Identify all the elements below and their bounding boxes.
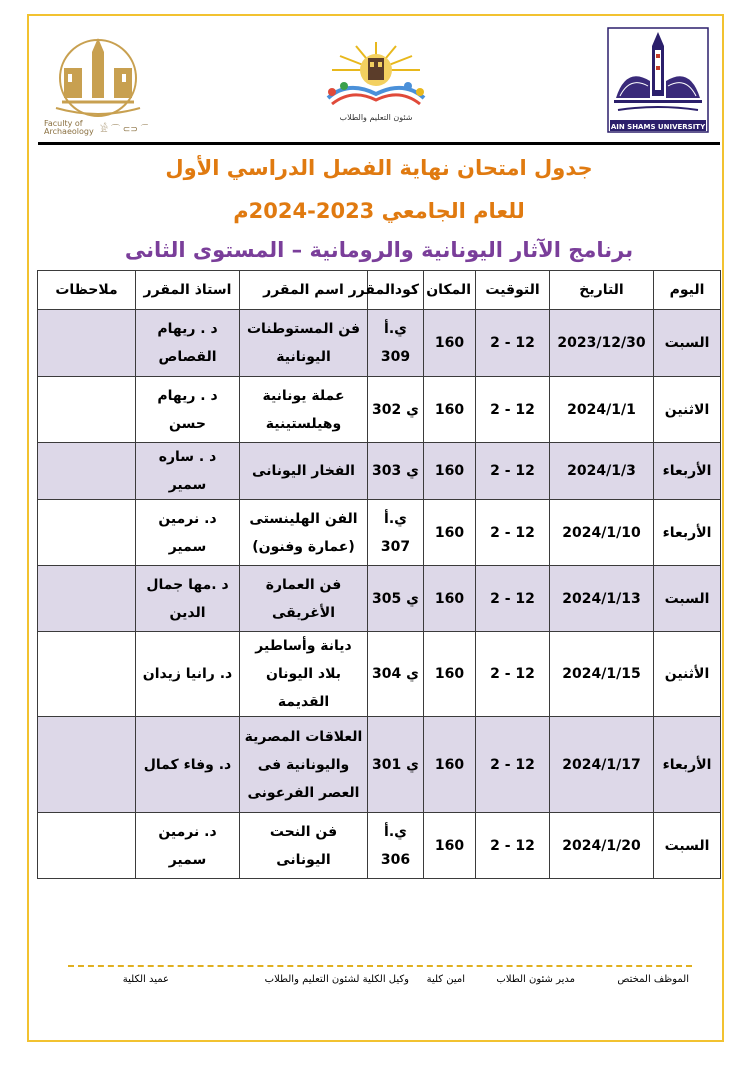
cell-course: فن المستوطنات اليونانية xyxy=(240,310,368,377)
student-affairs-logo xyxy=(318,38,434,126)
cell-time: 12 - 2 xyxy=(476,500,550,566)
header-course-name: اسم المقرر xyxy=(240,271,368,310)
faculty-of-archaeology-logo xyxy=(42,28,148,136)
table-header-row xyxy=(38,271,721,310)
cell-day: الأربعاء xyxy=(654,717,721,813)
title-line-1: جدول امتحان نهاية الفصل الدراسي الأول xyxy=(165,156,593,180)
cell-day: السبت xyxy=(654,813,721,879)
cell-place: 160 xyxy=(424,566,476,632)
table-row xyxy=(38,377,721,443)
title-line-2: للعام الجامعي 2023-2024م xyxy=(233,199,525,223)
university-name: AIN SHAMS UNIVERSITY xyxy=(610,123,706,131)
cell-notes xyxy=(38,717,136,813)
cell-notes xyxy=(38,566,136,632)
cell-place: 160 xyxy=(424,310,476,377)
cell-course: ديانة وأساطير بلاد اليونان القديمة xyxy=(240,632,368,717)
cell-code: ي 303 xyxy=(368,443,424,500)
faculty-text-2: Archaeology xyxy=(44,127,94,136)
cell-time: 12 - 2 xyxy=(476,632,550,717)
signature-vice-dean: وكيل الكلية لشئون التعليم والطلاب xyxy=(264,974,409,985)
cell-code: ي.أ 307 xyxy=(368,500,424,566)
cell-time: 12 - 2 xyxy=(476,310,550,377)
cell-day: الأربعاء xyxy=(654,443,721,500)
table-row xyxy=(38,443,721,500)
header-date: التاريخ xyxy=(550,271,654,310)
cell-place: 160 xyxy=(424,500,476,566)
cell-place: 160 xyxy=(424,377,476,443)
cell-time: 12 - 2 xyxy=(476,443,550,500)
exam-schedule-table xyxy=(37,270,721,879)
cell-time: 12 - 2 xyxy=(476,566,550,632)
header-place: المكان xyxy=(424,271,476,310)
cell-place: 160 xyxy=(424,443,476,500)
table-row xyxy=(38,717,721,813)
cell-day: السبت xyxy=(654,566,721,632)
cell-code: ي.أ 306 xyxy=(368,813,424,879)
footer-dashed-rule xyxy=(68,965,692,967)
cell-course: الفخار اليونانى xyxy=(240,443,368,500)
cell-place: 160 xyxy=(424,632,476,717)
cell-code: ي 304 xyxy=(368,632,424,717)
cell-notes xyxy=(38,310,136,377)
student-affairs-text: شئون التعليم والطلاب xyxy=(339,113,413,122)
header-course-code: كودالمقرر xyxy=(368,271,424,310)
cell-code: ي 305 xyxy=(368,566,424,632)
cell-date: 2024/1/1 xyxy=(550,377,654,443)
header-time: التوقيت xyxy=(476,271,550,310)
signature-dean: عميد الكلية xyxy=(122,974,169,985)
cell-date: 2024/1/15 xyxy=(550,632,654,717)
cell-course: عملة يونانية وهيلستينية xyxy=(240,377,368,443)
cell-place: 160 xyxy=(424,717,476,813)
cell-course: فن النحت اليونانى xyxy=(240,813,368,879)
table-row xyxy=(38,500,721,566)
cell-code: ي 302 xyxy=(368,377,424,443)
cell-notes xyxy=(38,500,136,566)
cell-time: 12 - 2 xyxy=(476,813,550,879)
cell-code: ي 301 xyxy=(368,717,424,813)
cell-professor: د. رانيا زيدان xyxy=(136,632,240,717)
cell-time: 12 - 2 xyxy=(476,717,550,813)
cell-professor: د. نرمين سمير xyxy=(136,500,240,566)
cell-time: 12 - 2 xyxy=(476,377,550,443)
cell-notes xyxy=(38,813,136,879)
cell-professor: د . ريهام القصاص xyxy=(136,310,240,377)
table-row xyxy=(38,813,721,879)
signature-employee: الموظف المختص xyxy=(617,974,689,985)
signature-student-affairs-director: مدير شئون الطلاب xyxy=(496,974,575,985)
cell-professor: د . ساره سمير xyxy=(136,443,240,500)
cell-course: العلاقات المصرية واليونانية فى العصر الفرعونى xyxy=(240,717,368,813)
header-day: اليوم xyxy=(654,271,721,310)
header-professor: استاذ المقرر xyxy=(136,271,240,310)
cell-notes xyxy=(38,377,136,443)
cell-professor: د. نرمين سمير xyxy=(136,813,240,879)
title-line-3: برنامج الآثار اليونانية والرومانية – المستوى الثانى xyxy=(124,238,634,262)
cell-professor: د. وفاء كمال xyxy=(136,717,240,813)
cell-course: فن العمارة الأغريقى xyxy=(240,566,368,632)
cell-course: الفن الهلينستى (عمارة وفنون) xyxy=(240,500,368,566)
cell-place: 160 xyxy=(424,813,476,879)
cell-code: ي.أ 309 xyxy=(368,310,424,377)
table-row xyxy=(38,632,721,717)
cell-date: 2024/1/20 xyxy=(550,813,654,879)
ain-shams-university-logo xyxy=(606,26,710,134)
faculty-text-1: Faculty of xyxy=(44,119,83,128)
header-notes: ملاحظات xyxy=(38,271,136,310)
cell-day: الأربعاء xyxy=(654,500,721,566)
cell-date: 2024/1/13 xyxy=(550,566,654,632)
cell-date: 2023/12/30 xyxy=(550,310,654,377)
cell-professor: د .مها جمال الدين xyxy=(136,566,240,632)
cell-date: 2024/1/3 xyxy=(550,443,654,500)
cell-notes xyxy=(38,632,136,717)
cell-date: 2024/1/17 xyxy=(550,717,654,813)
cell-day: الأثنين xyxy=(654,632,721,717)
cell-day: الاثنين xyxy=(654,377,721,443)
cell-professor: د . ريهام حسن xyxy=(136,377,240,443)
cell-notes xyxy=(38,443,136,500)
table-row xyxy=(38,566,721,632)
signature-secretary: امين كلية xyxy=(426,974,465,985)
cell-day: السبت xyxy=(654,310,721,377)
hieroglyph-mark: 𓀀 ⌒ ⊂⊃ ⌒ xyxy=(100,125,148,135)
table-row xyxy=(38,310,721,377)
header-rule xyxy=(38,142,720,145)
cell-date: 2024/1/10 xyxy=(550,500,654,566)
